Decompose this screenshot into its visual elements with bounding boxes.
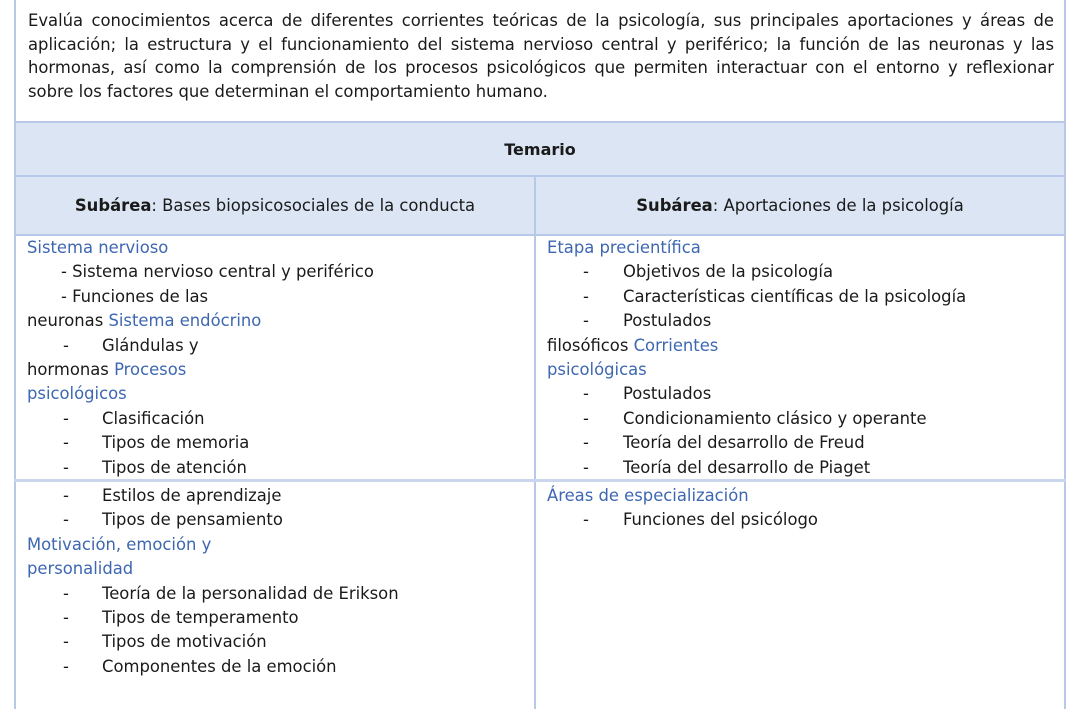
topic-title: psicológicas	[547, 359, 647, 379]
subarea-header-right	[536, 177, 1066, 236]
topic-title: Sistema nervioso	[27, 238, 169, 257]
list-item	[27, 582, 532, 606]
subarea-label: Subárea	[74, 196, 152, 215]
list-item: - Funciones de las	[61, 286, 209, 306]
list-item	[27, 606, 532, 630]
dash: -	[583, 262, 589, 282]
list-item	[547, 407, 1062, 431]
list-text: Glándulas y	[102, 335, 199, 355]
list-text: Tipos de atención	[102, 457, 247, 477]
topic-title: Procesos	[114, 359, 187, 379]
list-item	[27, 456, 532, 480]
right-top-cell	[547, 236, 1062, 480]
left-bottom-cell	[27, 484, 532, 679]
list-item	[27, 630, 532, 654]
dash: -	[63, 583, 69, 603]
topic-title: Motivación, emoción y	[27, 534, 212, 554]
subarea-header-left	[14, 177, 536, 236]
list-text: Tipos de motivación	[102, 632, 267, 652]
dash: -	[63, 486, 69, 505]
dash: -	[63, 656, 69, 676]
dash: -	[583, 384, 589, 404]
temario-heading: Temario	[14, 123, 1066, 177]
list-text: Tipos de pensamiento	[102, 510, 283, 530]
dash: -	[63, 408, 69, 428]
dash: -	[583, 457, 589, 477]
list-item: - Sistema nervioso central y periférico	[61, 262, 374, 282]
list-text: Estilos de aprendizaje	[102, 486, 282, 505]
subarea-title: : Bases biopsicosociales de la conducta	[151, 196, 476, 215]
topic-title: Áreas de especialización	[547, 486, 749, 505]
topic-title: personalidad	[27, 559, 134, 579]
list-item	[27, 407, 532, 431]
list-text: neuronas	[27, 311, 104, 331]
list-text: filosóficos	[547, 335, 629, 355]
list-text: Tipos de memoria	[102, 433, 250, 453]
subarea-label: Subárea	[636, 196, 713, 215]
list-item	[547, 508, 1062, 532]
dash: -	[63, 433, 69, 453]
list-item-continued	[27, 358, 532, 382]
list-item	[27, 484, 532, 508]
topic-title: psicológicos	[27, 384, 127, 404]
topic-title: Etapa precientífica	[547, 238, 701, 257]
column-divider	[534, 236, 536, 709]
list-text: hormonas	[27, 359, 109, 379]
list-text: Postulados	[623, 311, 712, 331]
list-item	[547, 260, 1062, 284]
dash: -	[63, 335, 69, 355]
list-text: Características científicas de la psicología	[623, 286, 967, 306]
list-text: Condicionamiento clásico y operante	[623, 408, 927, 428]
dash: -	[583, 286, 589, 306]
dash: -	[63, 510, 69, 530]
list-text: Tipos de temperamento	[102, 607, 299, 627]
list-item-continued	[27, 309, 532, 333]
list-text: Teoría de la personalidad de Erikson	[102, 583, 399, 603]
list-item	[547, 309, 1062, 333]
list-text: Postulados	[623, 384, 712, 404]
intro-paragraph: Evalúa conocimientos acerca de diferentes corrientes teóricas de la psicología, sus principales aportaciones y áreas de aplicación; la estructura y el funcionamiento del sistema nervioso central y periférico; la función de las neuronas y las hormonas, así como la comprensión de los procesos psicológicos que permiten interactuar con el entorno y reflexionar sobre los factores que determinan el comportamiento humano.	[14, 0, 1066, 123]
list-text: Teoría del desarrollo de Piaget	[623, 457, 871, 477]
list-item	[27, 334, 532, 358]
list-item	[547, 431, 1062, 455]
dash: -	[63, 632, 69, 652]
dash: -	[63, 607, 69, 627]
list-item-continued	[547, 334, 1062, 358]
dash: -	[583, 408, 589, 428]
dash: -	[583, 311, 589, 331]
subarea-title: : Aportaciones de la psicología	[712, 196, 964, 215]
list-item	[27, 431, 532, 455]
list-text: Clasificación	[102, 408, 205, 428]
list-item	[547, 285, 1062, 309]
list-item	[547, 456, 1062, 480]
topic-title: Corrientes	[633, 335, 719, 355]
dash: -	[63, 457, 69, 477]
list-text: Componentes de la emoción	[102, 656, 337, 676]
list-text: Teoría del desarrollo de Freud	[623, 433, 865, 453]
list-text: Objetivos de la psicología	[623, 262, 834, 282]
left-top-cell	[27, 236, 532, 480]
list-text: Funciones del psicólogo	[623, 510, 818, 530]
dash: -	[583, 510, 589, 530]
dash: -	[583, 433, 589, 453]
list-item	[547, 382, 1062, 406]
list-item	[27, 508, 532, 532]
right-bottom-cell	[547, 484, 1062, 533]
topic-title: Sistema endócrino	[108, 311, 262, 331]
list-item	[27, 655, 532, 679]
